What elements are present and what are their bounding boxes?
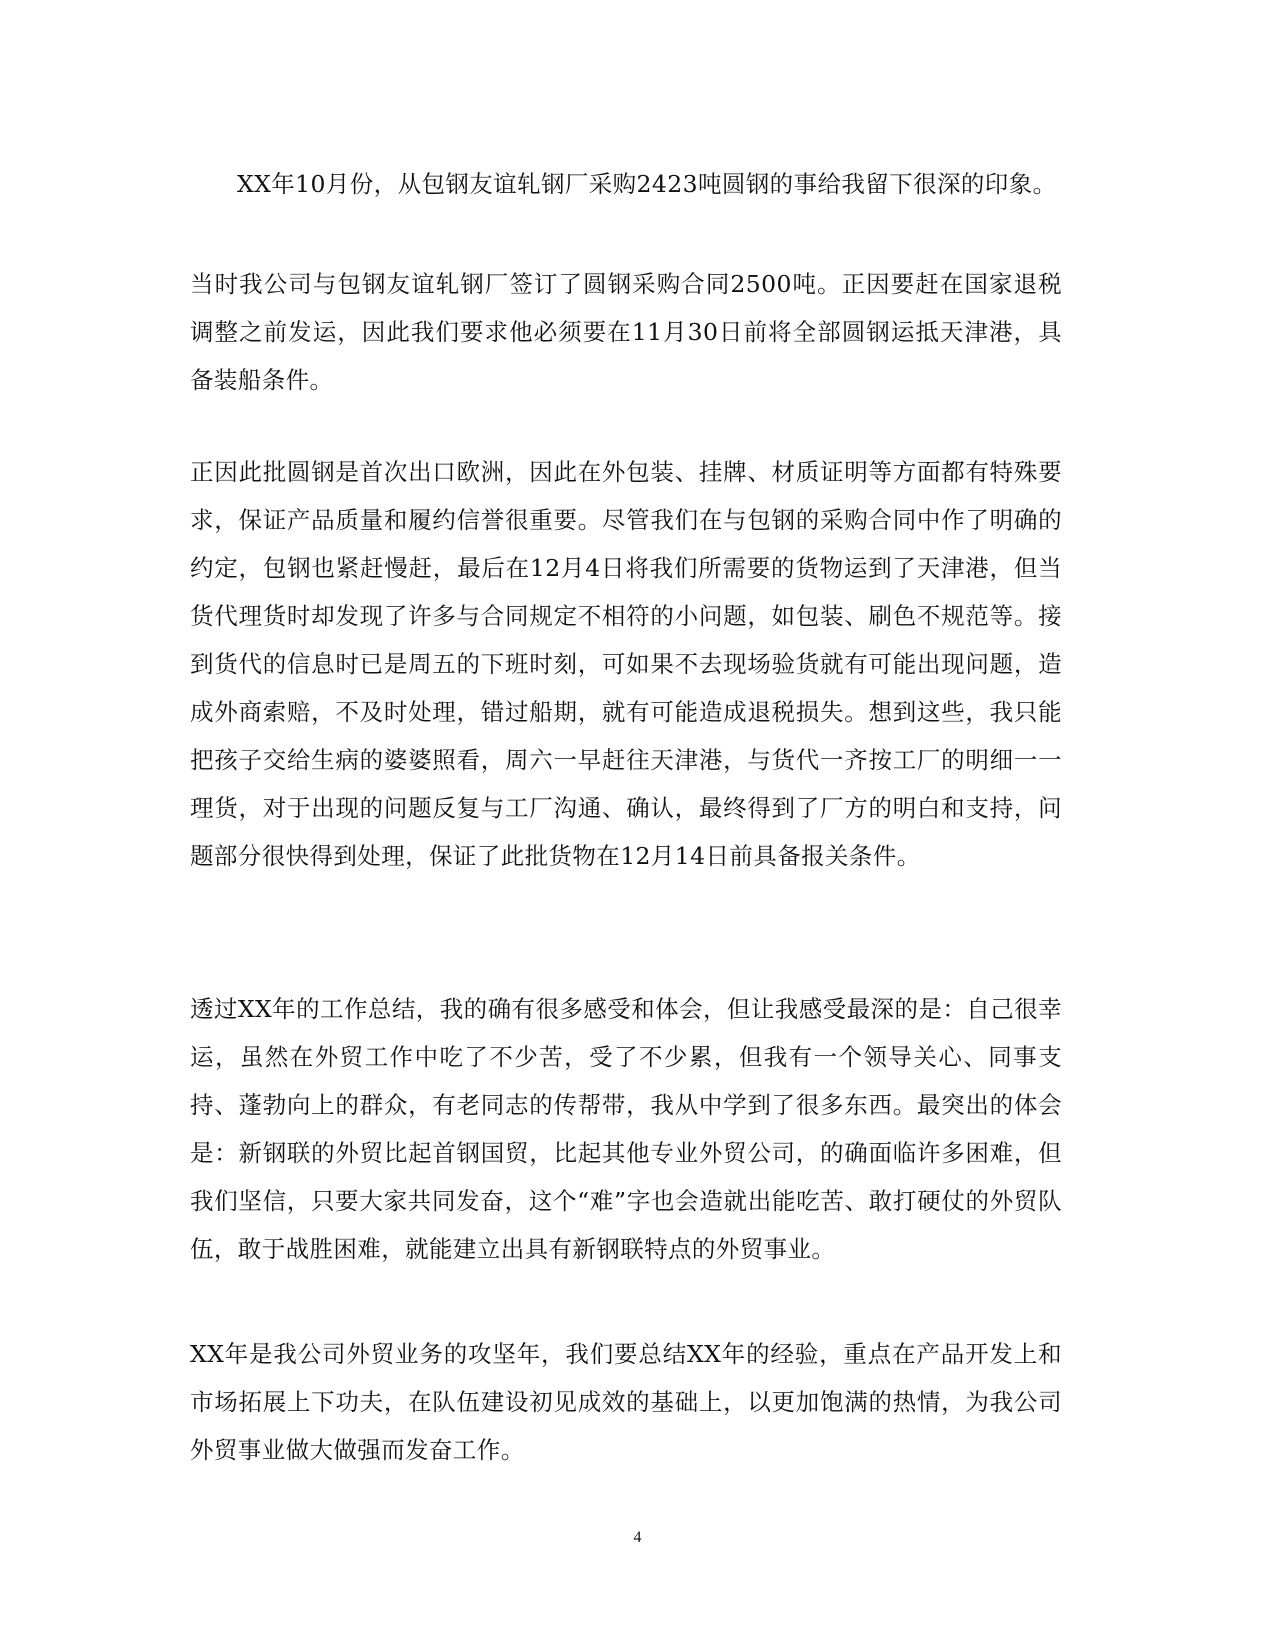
page-number: 4 (633, 1529, 642, 1546)
paragraph-next-year-plan: XX年是我公司外贸业务的攻坚年，我们要总结XX年的经验，重点在产品开发上和市场拓展上下功夫，在队伍建设初见成效的基础上，以更加饱满的热情，为我公司外贸事业做大做强而发奋工作。 (190, 1340, 1062, 1464)
paragraph-export-europe: 正因此批圆钢是首次出口欧洲，因此在外包装、挂牌、材质证明等方面都有特殊要求，保证产品质量和履约信誉很重要。尽管我们在与包钢的采购合同中作了明确的约定，包钢也紧赶慢赶，最后在12月4日将我们所需要的货物运到了天津港，但当货代理货时却发现了许多与合同规定不相符的小问题，如包装、刷色不规范等。接到货代的信息时已是周五的下班时刻，可如果不去现场验货就有可能出现问题，造成外商索赔，不及时处理，错过船期，就有可能造成退税损失。想到这些，我只能把孩子交给生病的婆婆照看，周六一早赶往天津港，与货代一齐按工厂的明细一一理货，对于出现的问题反复与工厂沟通、确认，最终得到了厂方的明白和支持，问题部分很快得到处理，保证了此批货物在12月14日前具备报关条件。 (190, 458, 1062, 870)
paragraph-procurement-memory: XX年10月份，从包钢友谊轧钢厂采购2423吨圆钢的事给我留下很深的印象。 (237, 170, 1057, 198)
paragraph-contract: 当时我公司与包钢友谊轧钢厂签订了圆钢采购合同2500吨。正因要赶在国家退税调整之前发运，因此我们要求他必须要在11月30日前将全部圆钢运抵天津港，具备装船条件。 (190, 270, 1062, 394)
paragraph-summary-reflection: 透过XX年的工作总结，我的确有很多感受和体会，但让我感受最深的是：自己很幸运，虽然在外贸工作中吃了不少苦，受了不少累，但我有一个领导关心、同事支持、蓬勃向上的群众，有老同志的传帮带，我从中学到了很多东西。最突出的体会是：新钢联的外贸比起首钢国贸，比起其他专业外贸公司，的确面临许多困难，但我们坚信，只要大家共同发奋，这个“难”字也会造就出能吃苦、敢打硬仗的外贸队伍，敢于战胜困难，就能建立出具有新钢联特点的外贸事业。 (190, 995, 1062, 1263)
